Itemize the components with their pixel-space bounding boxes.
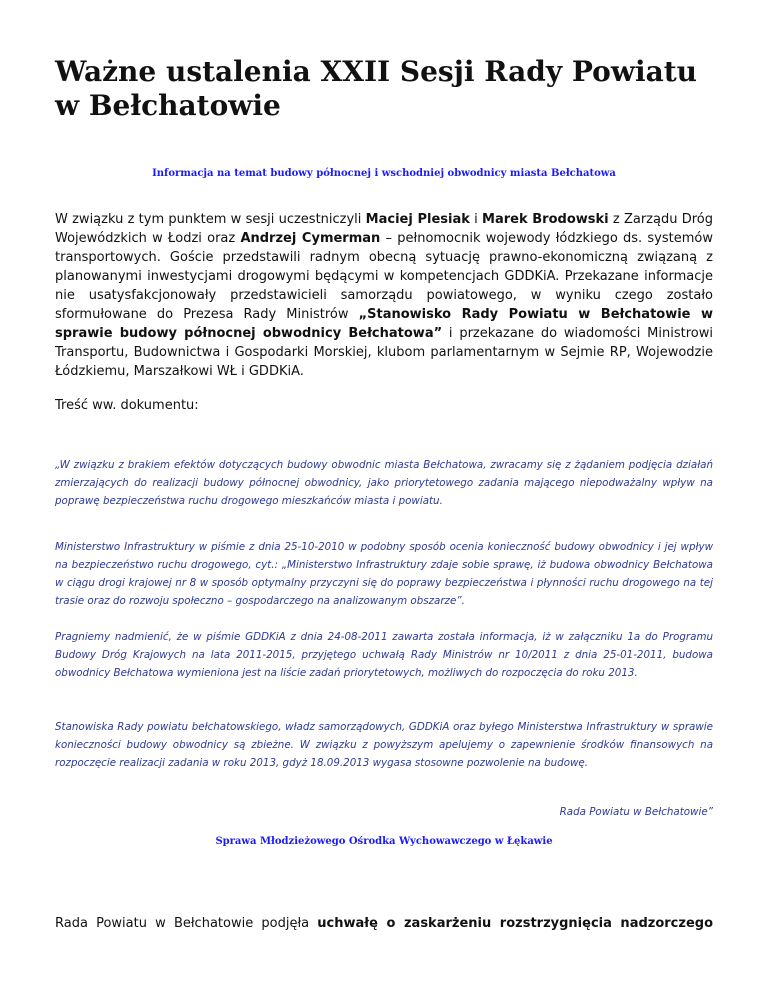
paragraph-resolution: Rada Powiatu w Bełchatowie podjęła uchwałę o zaskarżeniu rozstrzygnięcia nadzorczego [55, 916, 714, 931]
stanowisko-title: „Stanowisko Rady Powiatu w Bełchatowie w sprawie budowy północnej obwodnicy Bełchatowa” [55, 307, 713, 341]
name-cymerman: Andrzej Cymerman [240, 231, 381, 246]
resolution-text: uchwałę o zaskarżeniu rozstrzygnięcia nadzorczego [317, 916, 714, 931]
section-heading-mow: Sprawa Młodzieżowego Ośrodka Wychowawczego w Łękawie [215, 836, 553, 847]
quote-signature: Rada Powiatu w Bełchatowie” [559, 806, 713, 818]
quote-paragraph: Stanowiska Rady powiatu bełchatowskiego, władz samorządowych, GDDKiA oraz byłego Ministerstwa Infrastruktury w sprawie konieczności budowy obwodnicy są zbieżne. W związku z powyższym apelujemy o zapewnienie środków finansowych na rozpoczęcie realizacji zadania w roku 2013, gdyż 18.09.2013 wygasa stosowne pozwolenie na budowę. [55, 721, 713, 769]
section-heading-bypass: Informacja na temat budowy północnej i wschodniej obwodnicy miasta Bełchatowa [152, 168, 616, 179]
quote-paragraph: „W związku z brakiem efektów dotyczących budowy obwodnic miasta Bełchatowa, zwracamy się z żądaniem podjęcia działań zmierzających do realizacji budowy północnej obwodnicy, jako priorytetowego zadania mającego niepodważalny wpływ na poprawę bezpieczeństwa ruchu drogowego mieszkańców miasta i powiatu. [55, 459, 713, 507]
name-plesiak: Maciej Plesiak [365, 212, 470, 227]
paragraph-session-guests: W związku z tym punktem w sesji uczestniczyli Maciej Plesiak i Marek Brodowski z Zarządu Dróg Wojewódzkich w Łodzi oraz Andrzej Cymerman – pełnomocnik wojewody łódzkiego ds. systemów transportowych. Goście przedstawili radnym obecną sytuację prawno-ekonomiczną związaną z planowanymi inwestycjami drogowymi będącymi w kompetencjach GDDKiA. Przekazane informacje nie usatysfakcjonowały przedstawicieli samorządu powiatowego, w wyniku czego zostało sformułowane do Prezesa Rady Ministrów „Stanowisko Rady Powiatu w Bełchatowie w sprawie budowy północnej obwodnicy Bełchatowa” i przekazane do wiadomości Ministrowi Transportu, Budownictwa i Gospodarki Morskiej, klubom parlamentarnym w Sejmie RP, Wojewodzie Łódzkiemu, Marszałkowi WŁ i GDDKiA. [55, 212, 713, 379]
paragraph-document-intro: Treść ww. dokumentu: [55, 398, 199, 413]
name-brodowski: Marek Brodowski [482, 212, 609, 227]
quote-paragraph: Pragniemy nadmienić, że w piśmie GDDKiA z dnia 24-08-2011 zawarta została informacja, iż w załączniku 1a do Programu Budowy Dróg Krajowych na lata 2011-2015, przyjętego uchwałą Rady Ministrów nr 10/2011 z dnia 25-01-2011, budowa obwodnicy Bełchatowa wymieniona jest na liście zadań priorytetowych, możliwych do rozpoczęcia do roku 2013. [55, 631, 713, 679]
page-title: Ważne ustalenia XXII Sesji Rady Powiatu w Bełchatowie [55, 55, 698, 122]
quote-paragraph: Ministerstwo Infrastruktury w piśmie z dnia 25-10-2010 w podobny sposób ocenia konieczność budowy obwodnicy i jej wpływ na bezpieczeństwo ruchu drogowego, cyt.: „Ministerstwo Infrastruktury zdaje sobie sprawę, iż budowa obwodnicy Bełchatowa w ciągu drogi krajowej nr 8 w sposób optymalny przyczyni się do poprawy bezpieczeństwa i płynności ruchu drogowego na tej trasie oraz do rozwoju społeczno – gospodarczego na analizowanym obszarze”. [55, 541, 713, 607]
